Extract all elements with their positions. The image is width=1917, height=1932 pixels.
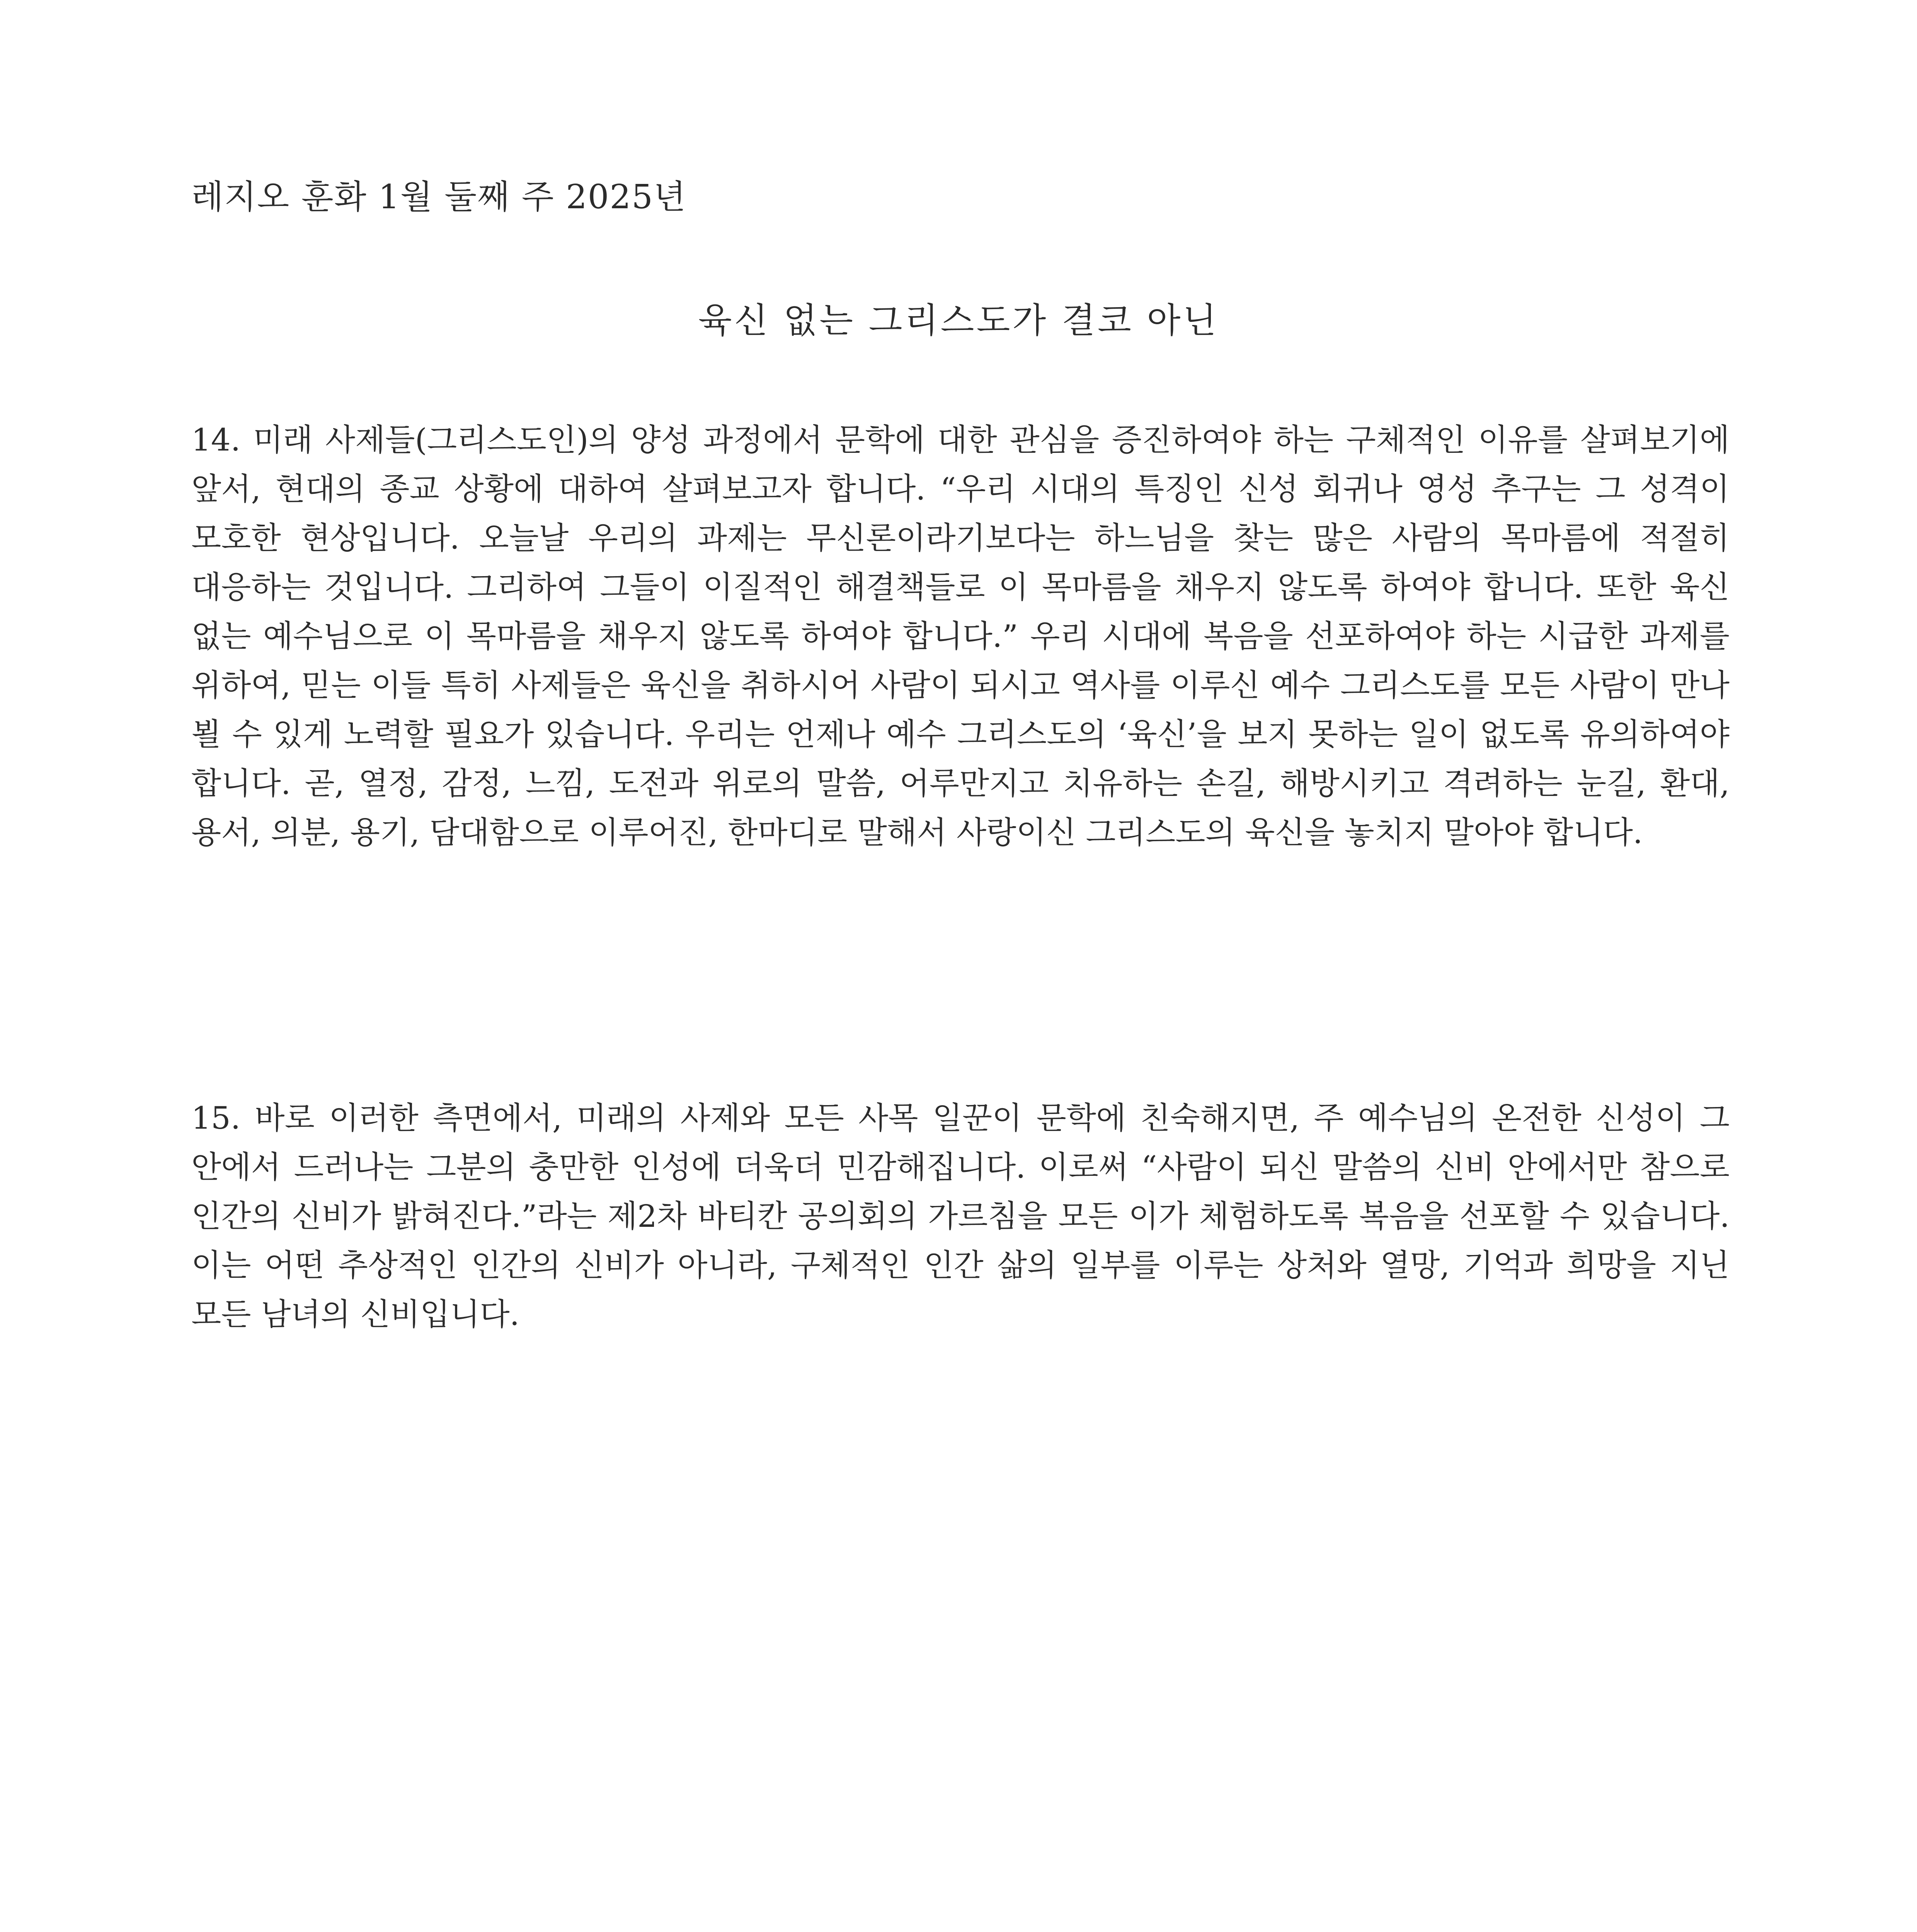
document-title: 육신 없는 그리스도가 결코 아닌 [698, 300, 1219, 341]
paragraph-15: 15. 바로 이러한 측면에서, 미래의 사제와 모든 사목 일꾼이 문학에 친숙해지면, 주 예수님의 온전한 신성이 그 안에서 드러나는 그분의 충만한 인성에 더욱더 민감해집니다. 이로써 “사람이 되신 말씀의 신비 안에서만 참으로 인간의 신비가 밝혀진다.”라는 제2차 바티칸 공의회의 가르침을 모든 이가 체험하도록 복음을 선포할 수 있습니다. 이는 어떤 추상적인 인간의 신비가 아니라, 구체적인 인간 삶의 일부를 이루는 상처와 열망, 기억과 희망을 지닌 모든 남녀의 신비입니다. [191, 1100, 1730, 1332]
header-line: 레지오 훈화 1월 둘째 주 2025년 [191, 178, 687, 216]
paragraph-14: 14. 미래 사제들(그리스도인)의 양성 과정에서 문학에 대한 관심을 증진하여야 하는 구체적인 이유를 살펴보기에 앞서, 현대의 종교 상황에 대하여 살펴보고자 합니다. “우리 시대의 특징인 신성 회귀나 영성 추구는 그 성격이 모호한 현상입니다. 오늘날 우리의 과제는 무신론이라기보다는 하느님을 찾는 많은 사람의 목마름에 적절히 대응하는 것입니다. 그리하여 그들이 이질적인 해결책들로 이 목마름을 채우지 않도록 하여야 합니다. 또한 육신 없는 예수님으로 이 목마름을 채우지 않도록 하여야 합니다.” 우리 시대에 복음을 선포하여야 하는 시급한 과제를 위하여, 믿는 이들 특히 사제들은 육신을 취하시어 사람이 되시고 역사를 이루신 예수 그리스도를 모든 사람이 만나 뵐 수 있게 노력할 필요가 있습니다. 우리는 언제나 예수 그리스도의 ‘육신’을 보지 못하는 일이 없도록 유의하여야 합니다. 곧, 열정, 감정, 느낌, 도전과 위로의 말씀, 어루만지고 치유하는 손길, 해방시키고 격려하는 눈길, 환대, 용서, 의분, 용기, 담대함으로 이루어진, 한마디로 말해서 사랑이신 그리스도의 육신을 놓치지 말아야 합니다. [191, 422, 1730, 850]
